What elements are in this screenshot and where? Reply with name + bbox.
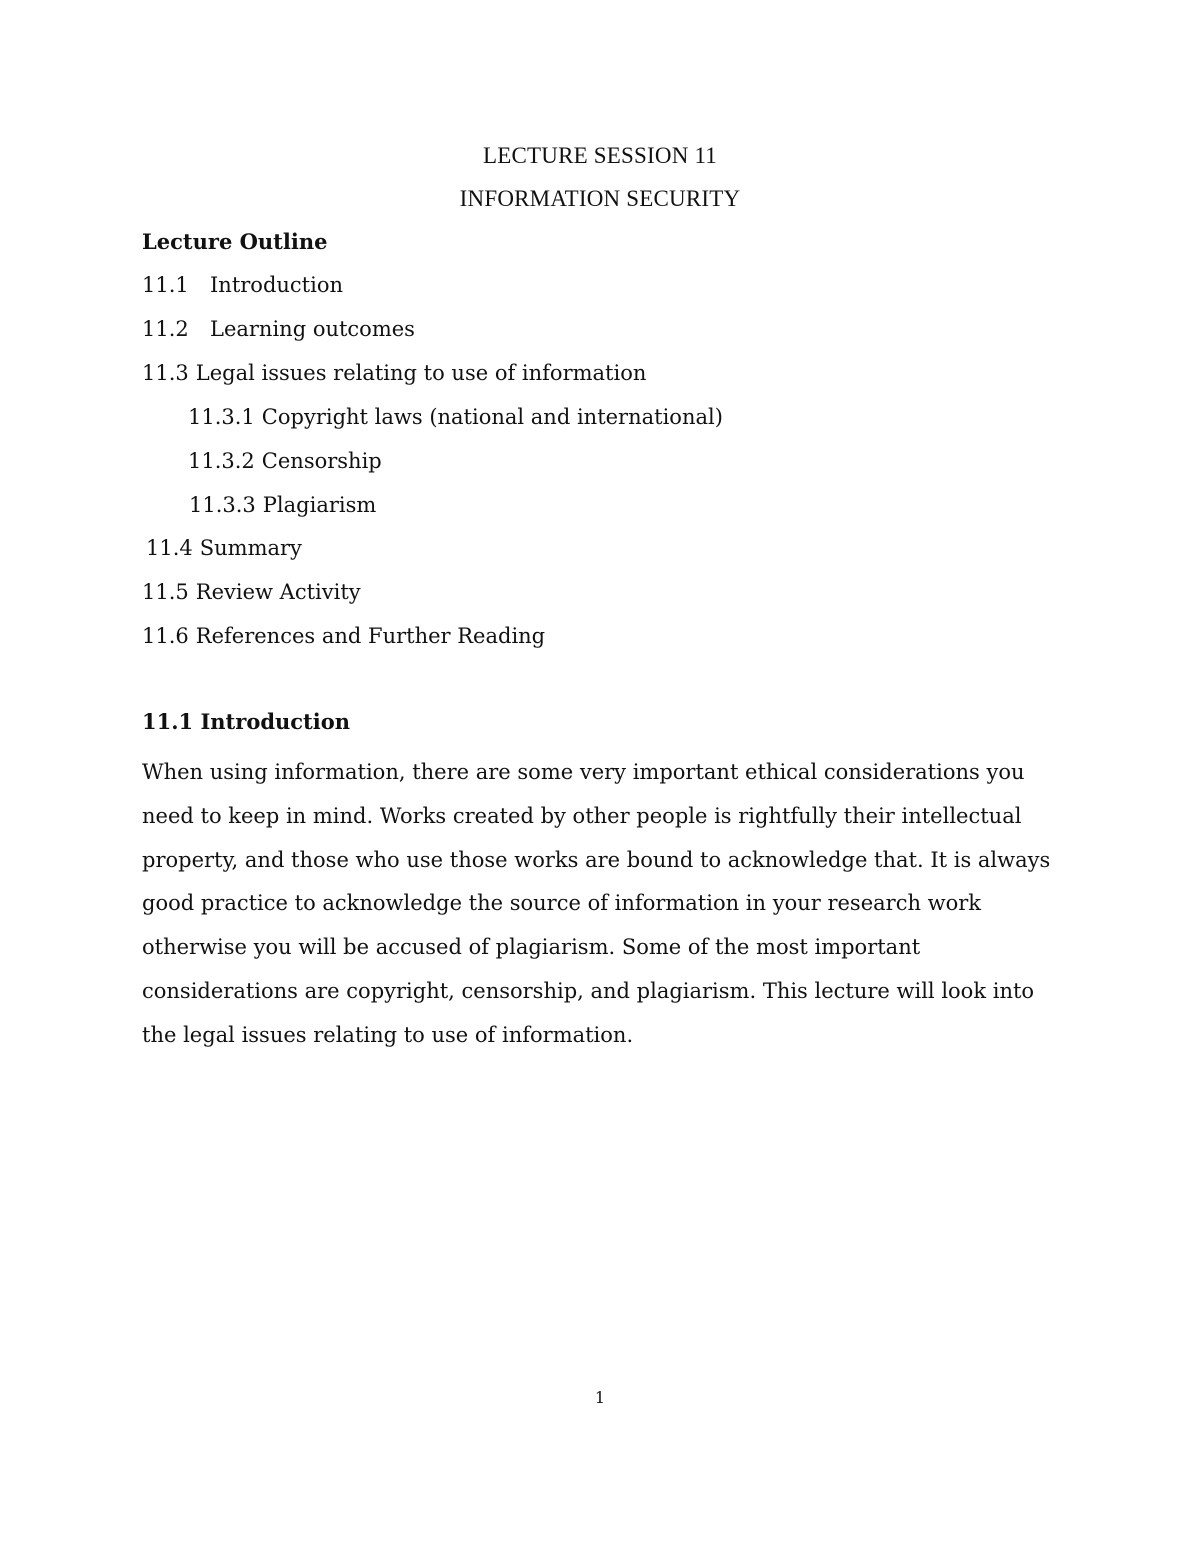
outline-item: [146, 536, 302, 560]
page-number: 1: [594, 1388, 606, 1407]
outline-item: [142, 317, 415, 341]
paragraph-line: otherwise you will be accused of plagiarism. Some of the most important: [142, 935, 921, 960]
outline-item-number: 11.5: [142, 580, 189, 604]
paragraph-line: property, and those who use those works are bound to acknowledge that. It is always: [142, 847, 1051, 872]
section-heading: 11.1 Introduction: [142, 709, 351, 734]
outline-heading: Lecture Outline: [142, 229, 328, 254]
outline-subitem: [188, 405, 723, 429]
outline-item-number: 11.3.1: [188, 405, 255, 429]
outline-item-number: 11.6: [142, 624, 189, 648]
outline-item: [142, 580, 361, 604]
outline-item-number: 11.2: [142, 317, 189, 341]
outline-item-text: Copyright laws (national and international): [261, 405, 723, 429]
paragraph-line: good practice to acknowledge the source of information in your research work: [142, 891, 982, 916]
lecture-title: LECTURE SESSION 11: [482, 143, 718, 168]
outline-item: [142, 361, 646, 385]
outline-item-text: Introduction: [210, 273, 343, 297]
paragraph-line: When using information, there are some very important ethical considerations you: [142, 760, 1025, 784]
outline-subitem: [188, 449, 382, 473]
outline-item-number: 11.3.2: [188, 449, 255, 473]
outline-item-number: 11.1: [142, 273, 189, 297]
lecture-subtitle: INFORMATION SECURITY: [459, 186, 741, 211]
outline-item-text: Plagiarism: [262, 493, 377, 517]
outline-item: [142, 624, 545, 648]
paragraph-line: the legal issues relating to use of information.: [142, 1022, 634, 1047]
outline-subitem: [189, 493, 376, 517]
outline-item-text: Legal issues relating to use of information: [195, 361, 647, 385]
outline-item-number: 11.3.3: [189, 493, 256, 517]
outline-item-text: Censorship: [261, 449, 382, 473]
outline-item: [142, 273, 343, 297]
outline-item-text: Review Activity: [195, 580, 361, 604]
outline-item-number: 11.3: [142, 361, 189, 385]
outline-item-number: 11.4: [146, 536, 193, 560]
introduction-paragraph: [142, 751, 1062, 1058]
outline-item-text: References and Further Reading: [195, 624, 546, 648]
paragraph-line: considerations are copyright, censorship, and plagiarism. This lecture will look into: [142, 978, 1035, 1003]
paragraph-line: need to keep in mind. Works created by other people is rightfully their intellectual: [142, 803, 1022, 828]
outline-item-text: Summary: [199, 536, 302, 560]
outline-item-text: Learning outcomes: [210, 317, 415, 341]
